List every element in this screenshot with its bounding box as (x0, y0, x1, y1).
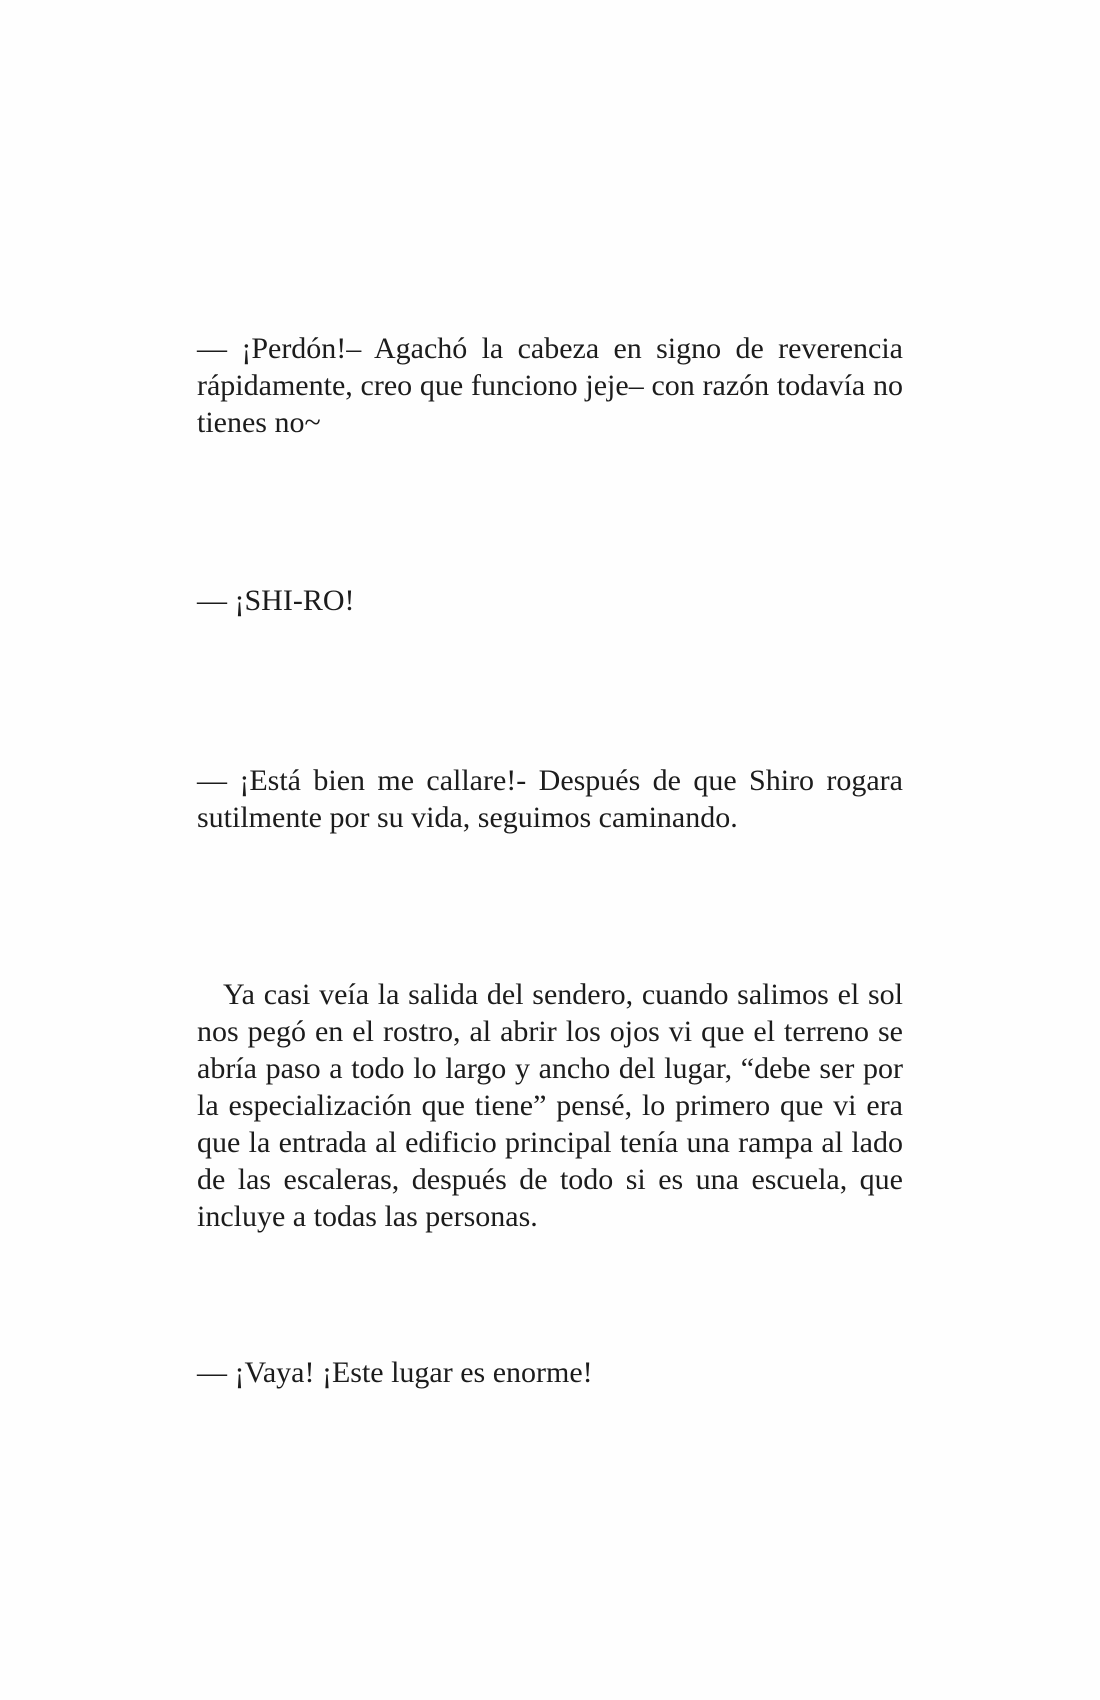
dialogue-paragraph: — ¡SHI-RO! (197, 584, 355, 617)
narrative-paragraph: Ya casi veía la salida del sendero, cuando salimos el sol nos pegó en el rostro, al abrir los ojos vi que el terreno se abría paso a todo lo largo y ancho del lugar, “debe ser por la especialización que tiene” pensé, lo primero que vi era que la entrada al edificio principal tenía una rampa al lado de las escaleras, después de todo si es una escuela, que incluye a todas las personas. (197, 978, 903, 1233)
dialogue-paragraph: — ¡Perdón!– Agachó la cabeza en signo de reverencia rápidamente, creo que funciono jeje– con razón todavía no tienes no~ (197, 332, 903, 439)
dialogue-paragraph: — ¡Vaya! ¡Este lugar es enorme! (197, 1356, 593, 1389)
dialogue-paragraph: — ¡Está bien me callare!- Después de que Shiro rogara sutilmente por su vida, seguimos caminando. (197, 764, 903, 834)
